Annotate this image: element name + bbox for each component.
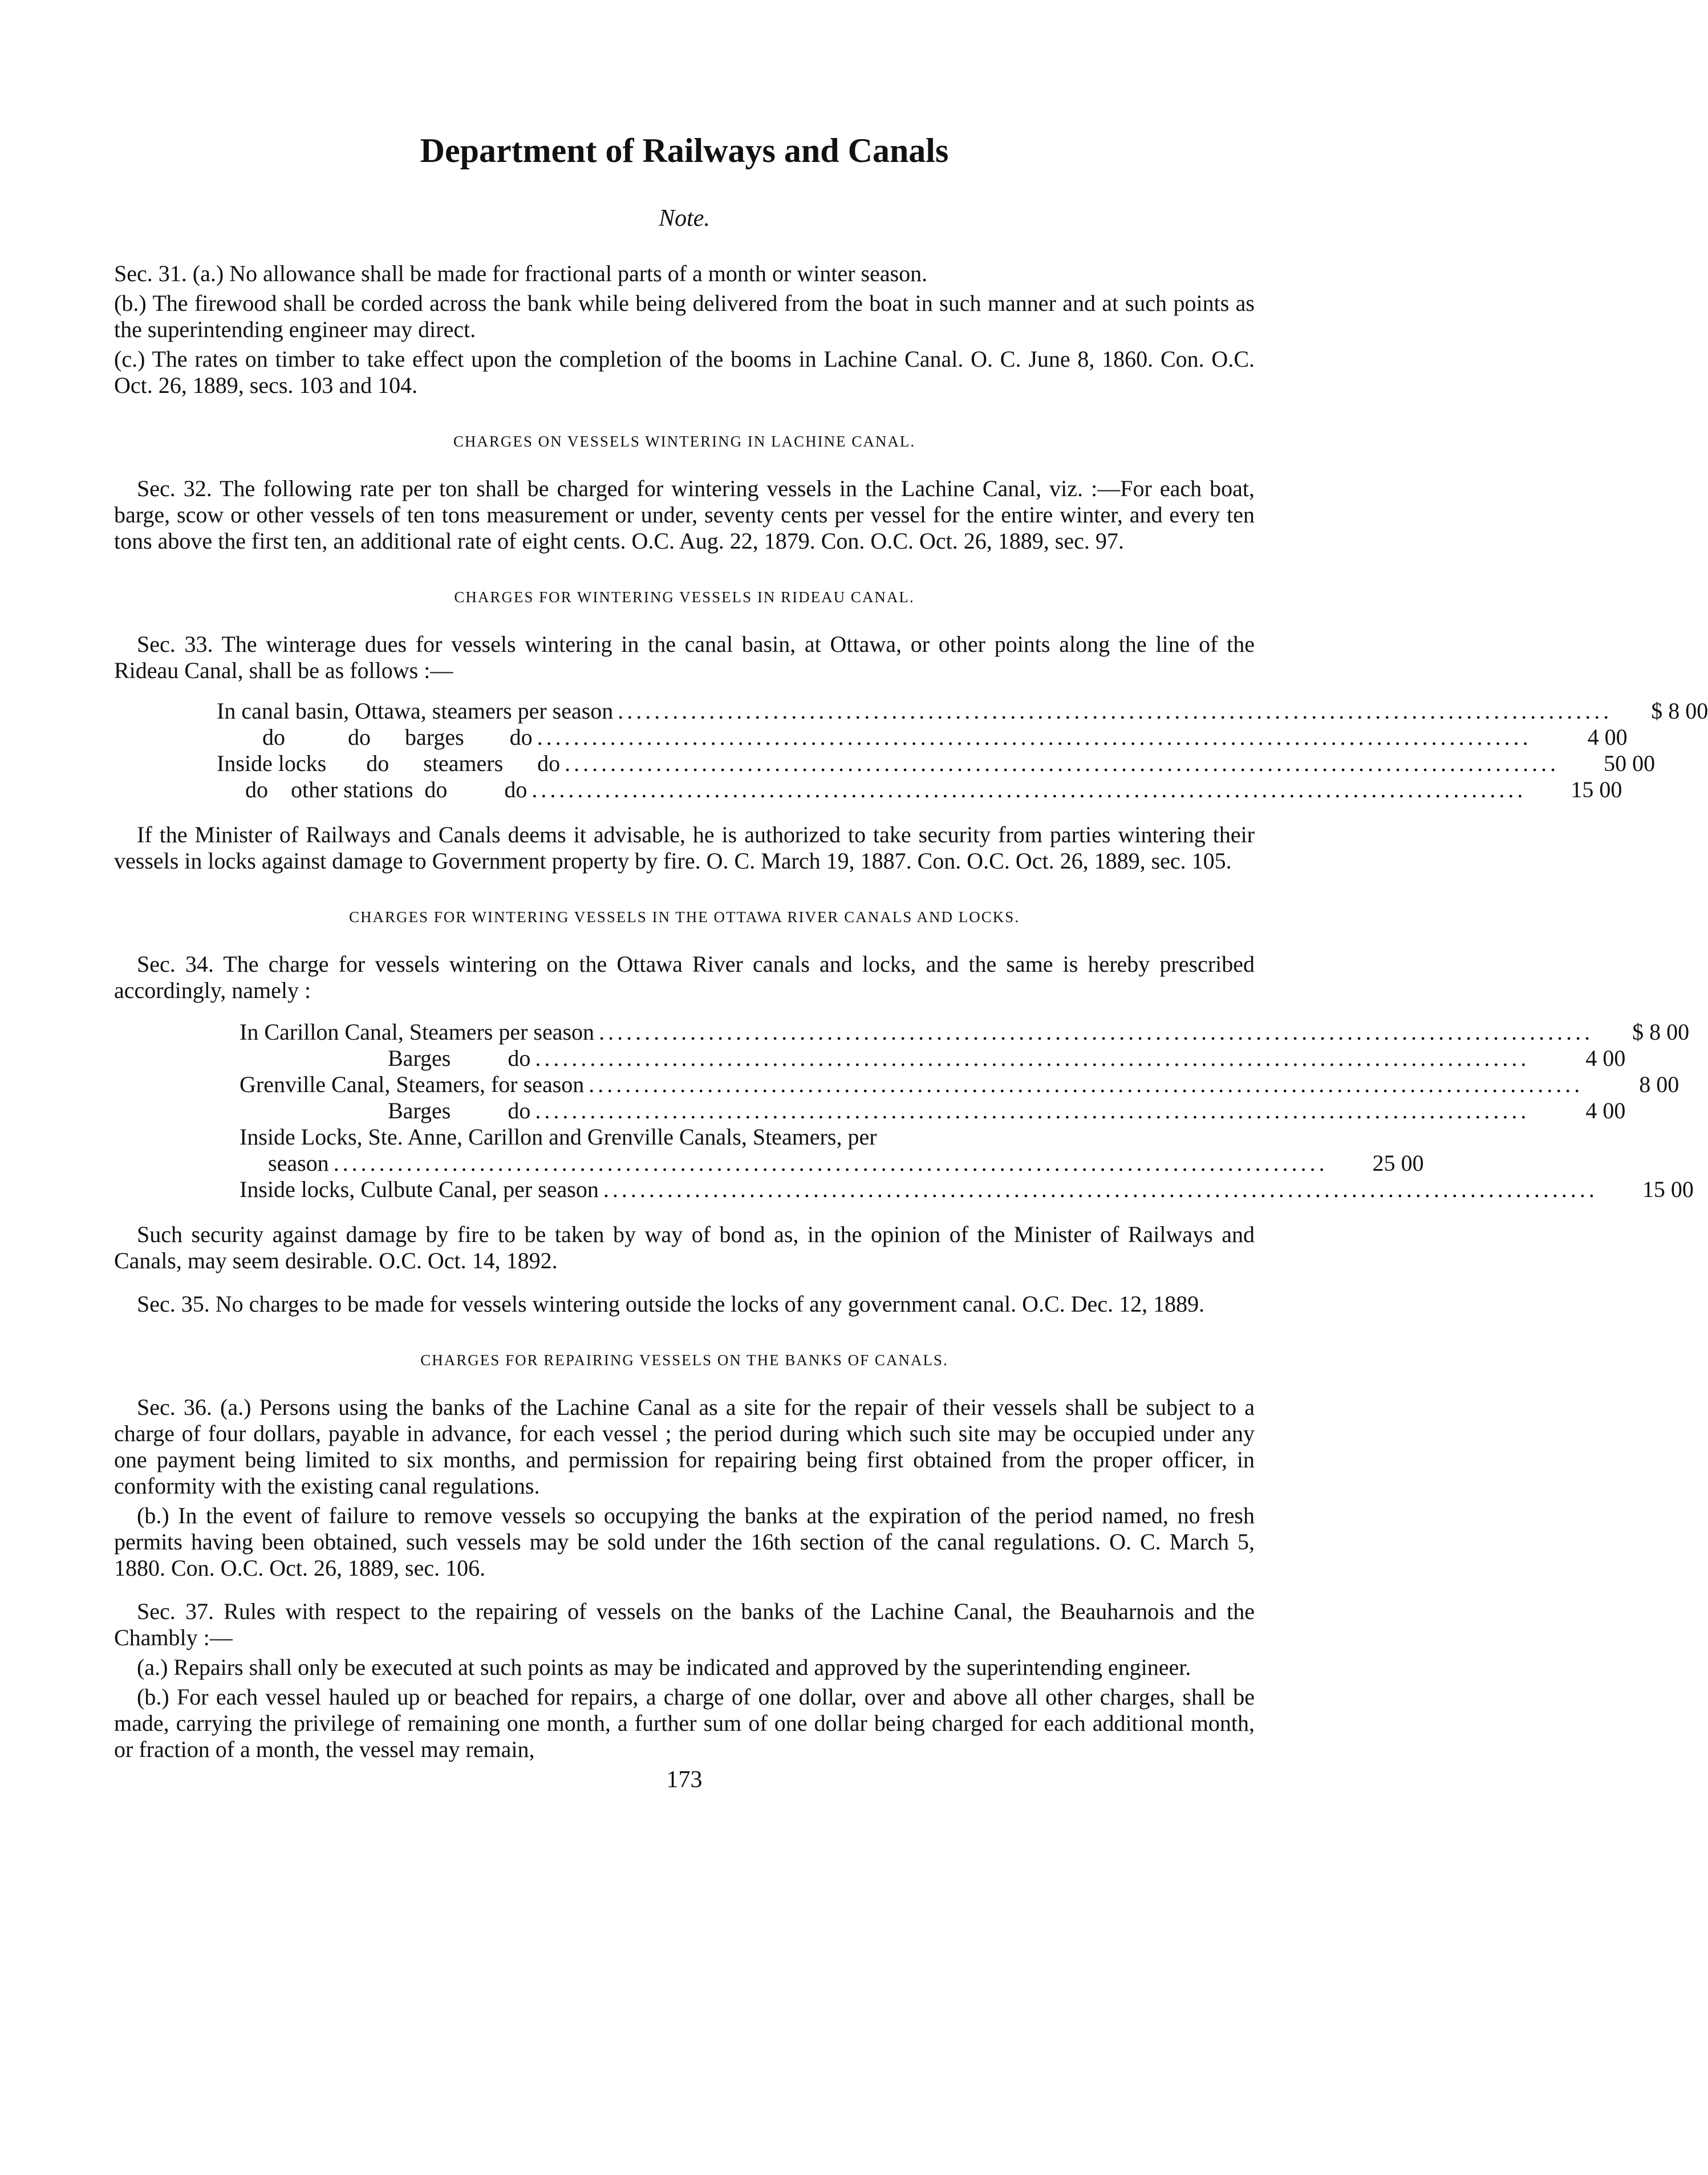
rate-value: 25 00 <box>1372 1150 1424 1176</box>
sec-35: Sec. 35. No charges to be made for vessels wintering outside the locks of any government canal. O.C. Dec. 12, 1889. <box>137 1291 1205 1317</box>
sec-37-intro: Sec. 37. Rules with respect to the repairing of vessels on the banks of the Lachine Canal, the Beauharnois and the Chambly :— <box>114 1598 1255 1650</box>
rate-label: Inside Locks, Ste. Anne, Carillon and Grenville Canals, Steamers, per <box>240 1124 877 1150</box>
heading-lachine: CHARGES ON VESSELS WINTERING IN LACHINE CANAL. <box>453 433 916 450</box>
leader-dots: ............................................................................................................. <box>565 750 1560 776</box>
rate-value: 4 00 <box>1587 724 1628 750</box>
leader-dots: ............................................................................................................. <box>618 698 1613 724</box>
rate-row <box>240 1097 1626 1123</box>
leader-dots: ............................................................................................................. <box>532 777 1527 802</box>
heading-repair: CHARGES FOR REPAIRING VESSELS ON THE BANKS OF CANALS. <box>420 1352 948 1369</box>
rate-label: Inside locks do steamers do <box>217 750 561 776</box>
rate-row <box>240 1018 1690 1045</box>
sec-34: Sec. 34. The charge for vessels wintering on the Ottawa River canals and locks, and the same is hereby prescribed accordingly, namely : <box>114 951 1255 1003</box>
sec-37-a: (a.) Repairs shall only be executed at such points as may be indicated and approved by the superintending engineer. <box>137 1654 1191 1680</box>
document-page <box>114 131 1708 1793</box>
sec-34-note: Such security against damage by fire to be taken by way of bond as, in the opinion of the Minister of Railways and Canals, may seem desirable. O.C. Oct. 14, 1892. <box>114 1222 1255 1273</box>
rate-label: Grenville Canal, Steamers, for season <box>240 1072 585 1097</box>
leader-dots: ............................................................................................................. <box>603 1176 1598 1202</box>
rate-label: do do barges do <box>217 724 533 750</box>
sec-31-a: Sec. 31. (a.) No allowance shall be made for fractional parts of a month or winter season. <box>114 261 928 286</box>
rate-row <box>240 1176 1694 1202</box>
rate-row <box>217 750 1656 776</box>
rate-value: 4 00 <box>1585 1045 1626 1071</box>
note-heading: Note. <box>659 205 710 232</box>
rate-row <box>240 1150 1424 1176</box>
heading-ottawa: CHARGES FOR WINTERING VESSELS IN THE OTTAWA RIVER CANALS AND LOCKS. <box>349 908 1020 926</box>
rate-value: $ 8 00 <box>1651 698 1708 724</box>
sec-36-a: Sec. 36. (a.) Persons using the banks of the Lachine Canal as a site for the repair of their vessels shall be subject to a charge of four dollars, payable in advance, for each vessel ; the period during which such site may be occupied under any one payment being limited to six months, and permission for repairing being first obtained from the proper officer, in conformity with the existing canal regulations. <box>114 1394 1255 1499</box>
rate-row <box>217 697 1708 724</box>
rideau-rates-table <box>217 697 1708 802</box>
rate-label: Barges do <box>240 1045 531 1071</box>
sec-31-b: (b.) The firewood shall be corded across the bank while being delivered from the boat in such manner and at such points as the superintending engineer may direct. <box>114 290 1255 342</box>
rate-label: In canal basin, Ottawa, steamers per season <box>217 698 614 724</box>
rate-value: 8 00 <box>1639 1072 1679 1097</box>
leader-dots: ............................................................................................................. <box>535 1098 1530 1123</box>
leader-dots: ............................................................................................................. <box>537 724 1532 750</box>
sec-37-b: (b.) For each vessel hauled up or beached for repairs, a charge of one dollar, over and above all other charges, shall be made, carrying the privilege of remaining one month, a further sum of one dollar being charged for each additional month, or fraction of a month, the vessel may remain, <box>114 1684 1255 1762</box>
rate-row <box>217 776 1622 802</box>
rate-value: 15 00 <box>1571 777 1622 802</box>
rate-value: 4 00 <box>1585 1098 1626 1123</box>
rate-label: In Carillon Canal, Steamers per season <box>240 1019 595 1045</box>
heading-rideau: CHARGES FOR WINTERING VESSELS IN RIDEAU CANAL. <box>454 589 915 606</box>
rate-row <box>217 724 1628 750</box>
rate-row <box>240 1123 1175 1150</box>
rate-value: $ 8 00 <box>1632 1019 1690 1045</box>
page-number: 173 <box>666 1767 703 1793</box>
page-title: Department of Railways and Canals <box>420 132 949 169</box>
sec-31-c: (c.) The rates on timber to take effect upon the completion of the booms in Lachine Canal. O. C. June 8, 1860. Con. O.C. Oct. 26, 1889, secs. 103 and 104. <box>114 346 1255 398</box>
leader-dots: ............................................................................................................. <box>589 1072 1584 1097</box>
sec-36-b: (b.) In the event of failure to remove vessels so occupying the banks at the expiration of the period named, no fresh permits having been obtained, such vessels may be sold under the 16th section of the canal regulations. O. C. March 5, 1880. Con. O.C. Oct. 26, 1889, sec. 106. <box>114 1503 1255 1581</box>
sec-32: Sec. 32. The following rate per ton shall be charged for wintering vessels in the Lachine Canal, viz. :—For each boat, barge, scow or other vessels of ten tons measurement or under, seventy cents per vessel for the entire winter, and every ten tons above the first ten, an additional rate of eight cents. O.C. Aug. 22, 1879. Con. O.C. Oct. 26, 1889, sec. 97. <box>114 476 1255 554</box>
ottawa-rates-table <box>240 1018 1694 1202</box>
leader-dots: ............................................................................................................. <box>599 1019 1594 1045</box>
sec-33-note: If the Minister of Railways and Canals deems it advisable, he is authorized to take security from parties wintering their vessels in locks against damage to Government property by fire. O. C. March 19, 1887. Con. O.C. Oct. 26, 1889, sec. 105. <box>114 822 1255 874</box>
sec-33: Sec. 33. The winterage dues for vessels wintering in the canal basin, at Ottawa, or other points along the line of the Rideau Canal, shall be as follows :— <box>114 631 1255 683</box>
rate-label: Inside locks, Culbute Canal, per season <box>240 1176 599 1202</box>
leader-dots: ............................................................................................................. <box>535 1045 1530 1071</box>
rate-value: 50 00 <box>1604 750 1656 776</box>
rate-value: 15 00 <box>1642 1176 1694 1202</box>
rate-row <box>240 1071 1679 1097</box>
rate-label: do other stations do do <box>217 777 528 802</box>
rate-label: Barges do <box>240 1098 531 1123</box>
rate-row <box>240 1045 1626 1071</box>
rate-label: season <box>240 1150 329 1176</box>
leader-dots: ............................................................................................................. <box>333 1150 1328 1176</box>
